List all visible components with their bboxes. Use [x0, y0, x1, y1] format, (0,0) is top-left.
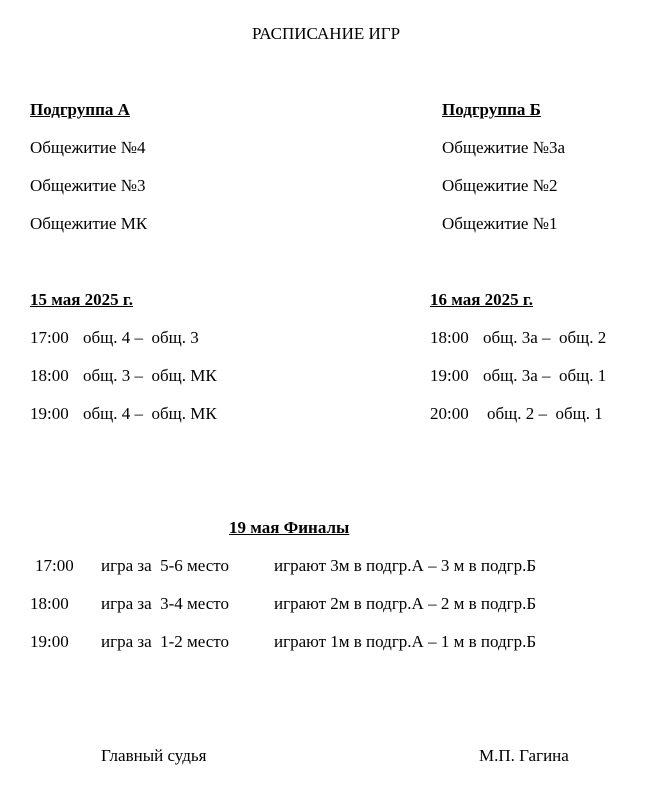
- finals-heading: 19 мая Финалы: [229, 518, 350, 537]
- group-b-heading: Подгруппа Б: [442, 100, 541, 119]
- finals-game-teams: играют 1м в подгр.А – 1 м в подгр.Б: [274, 632, 537, 651]
- day2-game-time: 19:00: [430, 366, 469, 385]
- page-title: РАСПИСАНИЕ ИГР: [251, 24, 401, 43]
- day2-game-time: 20:00: [430, 404, 469, 423]
- day1-game-match: общ. 3 – общ. МК: [83, 366, 217, 385]
- day2-game-match: общ. 3а – общ. 1: [483, 366, 607, 385]
- day1-game-time: 17:00: [30, 328, 69, 347]
- judge-role: Главный судья: [101, 746, 207, 765]
- finals-game-place: игра за 1-2 место: [101, 632, 230, 651]
- group-a-team: Общежитие №4: [30, 138, 146, 157]
- finals-game-time: 19:00: [30, 632, 69, 651]
- day2-game-match: общ. 3а – общ. 2: [483, 328, 607, 347]
- finals-game-time: 18:00: [30, 594, 69, 613]
- group-b-team: Общежитие №1: [442, 214, 558, 233]
- finals-game-teams: играют 3м в подгр.А – 3 м в подгр.Б: [274, 556, 537, 575]
- group-b-team: Общежитие №2: [442, 176, 558, 195]
- day1-game-match: общ. 4 – общ. 3: [83, 328, 199, 347]
- day2-date: 16 мая 2025 г.: [430, 290, 533, 309]
- group-b-team: Общежитие №3а: [442, 138, 565, 157]
- day1-game-time: 18:00: [30, 366, 69, 385]
- finals-game-time: 17:00: [35, 556, 74, 575]
- day1-game-match: общ. 4 – общ. МК: [83, 404, 217, 423]
- judge-name: М.П. Гагина: [479, 746, 569, 765]
- finals-game-place: игра за 3-4 место: [101, 594, 230, 613]
- day1-date: 15 мая 2025 г.: [30, 290, 133, 309]
- group-a-team: Общежитие МК: [30, 214, 148, 233]
- group-a-team: Общежитие №3: [30, 176, 146, 195]
- day2-game-match: общ. 2 – общ. 1: [487, 404, 603, 423]
- day2-game-time: 18:00: [430, 328, 469, 347]
- group-a-heading: Подгруппа А: [30, 100, 130, 119]
- finals-game-teams: играют 2м в подгр.А – 2 м в подгр.Б: [274, 594, 537, 613]
- day1-game-time: 19:00: [30, 404, 69, 423]
- finals-game-place: игра за 5-6 место: [101, 556, 230, 575]
